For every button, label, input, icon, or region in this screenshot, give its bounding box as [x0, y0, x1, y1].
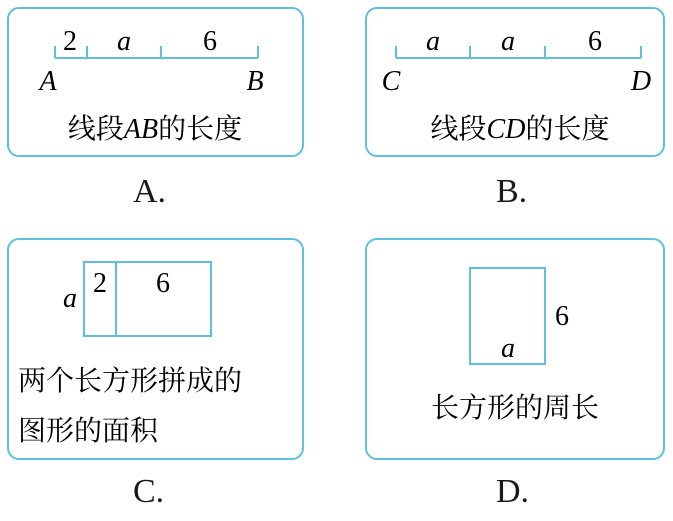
- segment-ab-label-2: a: [117, 26, 131, 57]
- caption-a: 线段AB的长度: [67, 112, 243, 145]
- rect-d-side-label: 6: [555, 301, 569, 332]
- rect-c-part-2: 6: [156, 268, 170, 299]
- endpoint-b: B: [246, 66, 264, 97]
- option-c-letter: C.: [133, 473, 165, 510]
- endpoint-c: C: [381, 66, 401, 97]
- rect-c-side-label: a: [63, 283, 77, 314]
- segment-ab-label-1: 2: [63, 26, 77, 57]
- option-d-letter: D.: [496, 473, 530, 510]
- endpoint-d: D: [630, 66, 652, 97]
- option-b-letter: B.: [496, 173, 528, 210]
- segment-ab-label-3: 6: [203, 26, 217, 57]
- rect-c-part-1: 2: [93, 268, 107, 299]
- caption-d: 长方形的周长: [430, 391, 600, 424]
- caption-b: 线段CD的长度: [430, 112, 610, 145]
- option-a-letter: A.: [133, 173, 167, 210]
- segment-cd-label-3: 6: [588, 26, 602, 57]
- segment-ab: [55, 46, 258, 58]
- caption-c-line2: 图形的面积: [18, 414, 159, 447]
- caption-c-line1: 两个长方形拼成的: [18, 364, 243, 397]
- segment-cd-label-1: a: [426, 26, 440, 57]
- segment-cd-label-2: a: [501, 26, 515, 57]
- endpoint-a: A: [39, 66, 57, 97]
- rect-d-bottom-label: a: [501, 333, 515, 364]
